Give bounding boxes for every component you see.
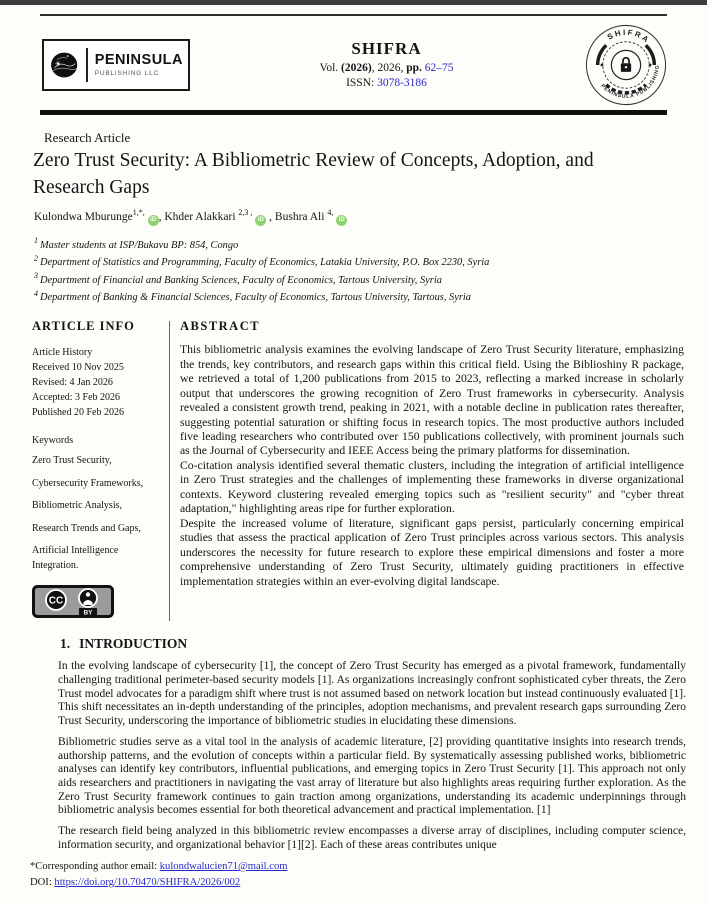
history-received: Received 10 Nov 2025 <box>32 362 124 374</box>
author <box>34 207 165 223</box>
author-separator: , <box>266 210 275 223</box>
author-separator: , <box>158 210 165 223</box>
journal-seal-icon <box>583 22 669 108</box>
cc-logo-icon: CC <box>48 595 64 607</box>
affiliation-text: Department of Financial and Banking Sciences, Faculty of Economics, Tartous University, Syria <box>40 274 442 286</box>
introduction-paragraph: Bibliometric studies serve as a vital tool in the analysis of academic literature, [2] providing quantitative insights into research trends, authorship patterns, and the evolution of concepts within a particular field. By systematically assessing published works, bibliometric analyses can identify key contributors, influential publications, and emerging topics in Zero Trust Security [1]. This approach not only aids researchers and practitioners in navigating the vast array of literature but also highlights areas requiring further exploration. As the Zero Trust Security framework continues to gain traction among organizations, understanding its academic underpinnings through bibliometric analysis becomes essential for both theoretical advancement and practical implementation. [1] <box>58 735 686 817</box>
keywords-label: Keywords <box>32 435 74 447</box>
journal-issn-line <box>320 76 454 92</box>
affiliation-sup: 3 <box>34 271 38 281</box>
article-title: Zero Trust Security: A Bibliometric Review of Concepts, Adoption, and Research Gaps <box>33 150 594 198</box>
abstract-heading: ABSTRACT <box>180 319 261 334</box>
publisher-logo <box>42 39 190 91</box>
article-info-heading: ARTICLE INFO <box>32 319 135 334</box>
affiliation-text: Department of Statistics and Programming, Faculty of Economics, Latakia University, P.O. Box 2230, Syria <box>40 257 490 269</box>
keyword-item: Zero Trust Security, <box>32 455 112 467</box>
author-sup: 4, <box>327 207 334 217</box>
orcid-icon[interactable]: iD <box>336 215 347 226</box>
article-type-label: Research Article <box>44 130 131 145</box>
author-name: Bushra Ali <box>274 210 325 223</box>
orcid-icon[interactable]: iD <box>148 215 159 226</box>
authors-line <box>34 207 707 226</box>
affiliation-sup: 4 <box>34 288 38 298</box>
journal-title: SHIFRA <box>351 39 422 59</box>
affiliation-item <box>34 271 677 286</box>
top-window-bar <box>0 0 707 5</box>
seal-top-text: SHIFRA <box>605 27 652 46</box>
article-history-label: Article History <box>32 347 93 359</box>
seal-bottom-text: PENINSULA PUBLISHING <box>599 64 661 100</box>
vol-prefix: Vol. <box>319 61 342 74</box>
corresponding-email-link[interactable]: kulondwalucien71@mail.com <box>159 861 288 872</box>
introduction-heading <box>60 636 707 652</box>
article-info-column <box>32 319 164 621</box>
affiliation-sup: 2 <box>34 253 38 263</box>
doi-label: DOI: <box>30 876 55 888</box>
top-rule <box>40 14 667 16</box>
affiliations <box>34 236 677 304</box>
publisher-logo-divider <box>86 48 87 82</box>
keyword-item: Bibliometric Analysis, <box>32 500 122 512</box>
vol-bold: (2026) <box>341 61 372 74</box>
orcid-icon[interactable]: iD <box>255 215 266 226</box>
issn-value: 3078-3186 <box>377 77 427 90</box>
corresponding-author-line <box>30 859 287 875</box>
author-sup: 2,3 , <box>238 207 253 217</box>
abstract-paragraph: Co-citation analysis identified several thematic clusters, including the integration of artificial intelligence in Zero Trust strategies and the challenges of implementing these frameworks in diverse organizational contexts. Keyword clustering revealed emerging topics such as "resilient security" and "cyber threat adaptation," highlighting areas ripe for further exploration. <box>180 458 684 516</box>
history-revised: Revised: 4 Jan 2026 <box>32 377 113 389</box>
affiliation-item <box>34 253 677 269</box>
doi-line <box>30 875 287 891</box>
cc-by-license-badge[interactable] <box>32 585 164 621</box>
affiliation-item <box>34 288 677 304</box>
publisher-name: PENINSULA <box>94 52 183 68</box>
page-footer <box>30 859 287 891</box>
affiliation-text: Master students at ISP/Bukavu BP: 854, Congo <box>40 239 239 251</box>
author-name: Khder Alakkari <box>164 210 236 223</box>
abstract-paragraph: This bibliometric analysis examines the evolving landscape of Zero Trust Security literature, emphasizing the trends, key contributors, and research gaps within this critical field. Using the Biblioshiny R package, we retrieved a total of 1,200 publications from 2015 to 2023, reflecting a marked increase in scholarly output that underscores the growing recognition of Zero Trust frameworks in cybersecurity. Analysis revealed a consistent growth trend, peaking in 2021, with a notable decline in publication rates thereafter, suggesting potential saturation or shifting focus in research topics. The most productive authors included five leading researchers who contributed over 150 publications collectively, with prominent journals such as the Journal of Cybersecurity and IEEE Access being the primary platforms for dissemination. <box>180 343 684 458</box>
abstract-paragraph: Despite the increased volume of literature, significant gaps persist, particularly concerning empirical studies that assess the practical application of Zero Trust principles across various sectors. This analysis underscores the necessity for future research to explore these empirical dimensions and foster a more comprehensive understanding of Zero Trust Security, ultimately guiding practitioners in effective implementation strategies within an ever-evolving digital landscape. <box>180 516 684 588</box>
doi-link[interactable]: https://doi.org/10.70470/SHIFRA/2026/002 <box>54 876 241 888</box>
section-number: 1. <box>60 636 71 652</box>
vol-mid: , 2026, <box>371 61 407 74</box>
page-range: 62–75 <box>421 61 454 74</box>
keyword-item: Research Trends and Gaps, <box>32 522 141 534</box>
affiliation-sup: 1 <box>34 236 38 246</box>
abstract-column <box>170 319 684 621</box>
journal-volume-line <box>320 61 454 77</box>
history-published: Published 20 Feb 2026 <box>32 407 124 419</box>
author-sup: 1,*, <box>132 207 145 217</box>
journal-meta <box>320 38 454 92</box>
journal-header <box>42 24 669 106</box>
author-name: Kulondwa Mburunge <box>34 210 133 223</box>
history-accepted: Accepted: 3 Feb 2026 <box>32 392 121 404</box>
introduction-paragraph: In the evolving landscape of cybersecurity [1], the concept of Zero Trust Security has emerged as a pivotal framework, fundamentally challenging traditional perimeter-based security models [1]. As organizations increasingly confront sophisticated cyber threats, the Zero Trust model advocates for a paradigm shift where trust is not assumed based on network location but instead continuously evaluated [1]. This shift necessitates an in-depth understanding of the principles, adoption mechanisms, and prevalent research gaps surrounding Zero Trust Security, underscoring the importance of bibliometric studies in elucidating these dimensions. <box>58 660 686 728</box>
corresponding-label: *Corresponding author email: <box>30 861 160 872</box>
affiliation-text: Department of Banking & Financial Sciences, Faculty of Economics, Tartous University, Tartous, Syria <box>40 292 471 304</box>
section-title: INTRODUCTION <box>79 636 188 652</box>
introduction-paragraph: The research field being analyzed in this bibliometric review encompasses a diverse array of disciplines, including computer science, information security, and organizational behavior [1][2]. Each of these areas contributes unique <box>58 825 686 851</box>
publisher-oval-icon <box>49 43 79 87</box>
affiliation-item <box>34 236 677 251</box>
header-thick-rule <box>40 110 667 115</box>
publisher-subtitle: PUBLISHING LLC <box>94 69 160 77</box>
issn-label: ISSN: <box>346 77 378 90</box>
keyword-item: Cybersecurity Frameworks, <box>32 477 144 489</box>
pp-label: pp. <box>406 61 422 74</box>
author <box>274 207 347 223</box>
by-label: BY <box>83 609 93 617</box>
keyword-item: Artificial Intelligence Integration. <box>32 545 119 571</box>
info-abstract-section <box>32 319 707 621</box>
author <box>164 207 275 223</box>
